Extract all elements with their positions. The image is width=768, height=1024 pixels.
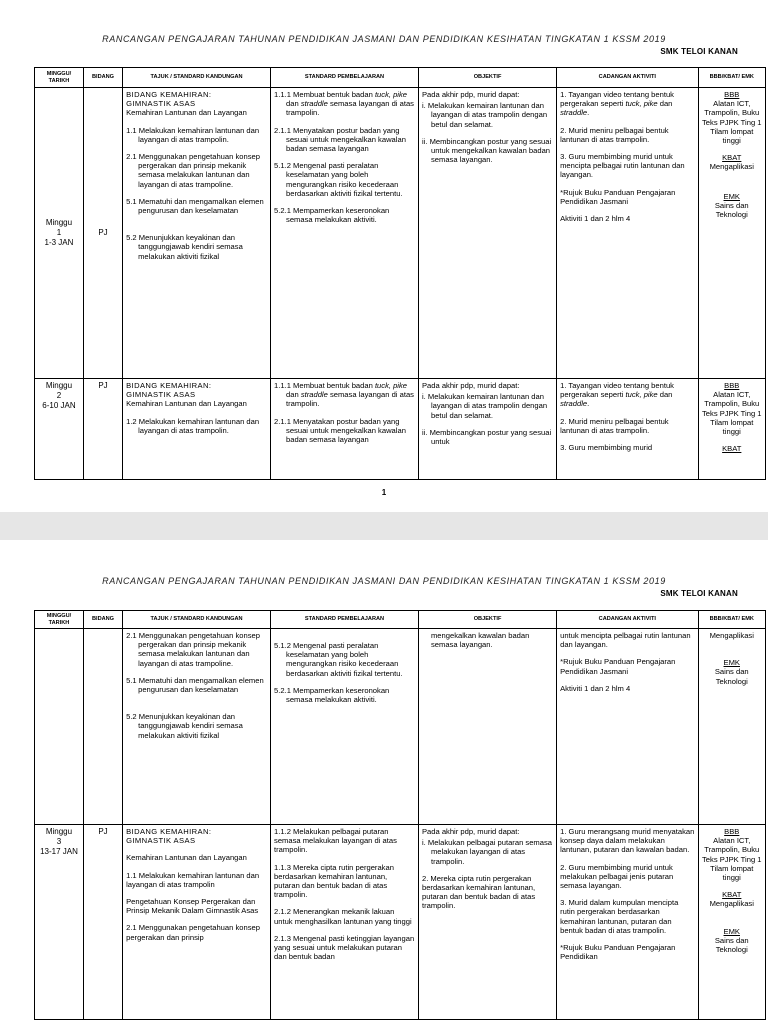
- lesson-plan-table: [34, 610, 766, 1020]
- bbb-heading: BBB: [724, 827, 740, 836]
- standard-pembelajaran: 5.2.1 Mempamerkan keseronokan semasa melakukan aktiviti.: [274, 206, 390, 225]
- page-gap: [0, 512, 768, 540]
- standard-pembelajaran: 5.1.2 Mengenal pasti peralatan keselamatan yang boleh mengurangkan risiko kecederaan berdasarkan aktiviti fizikal tertentu.: [274, 641, 403, 678]
- standard-pembelajaran: 1.1.2 Melakukan pelbagai putaran semasa melakukan layangan di atas trampolin.: [274, 827, 397, 855]
- header-bbb-kbat-emk: BBB/KBAT/ EMK: [698, 68, 765, 88]
- kbat-value: Mengaplikasi: [709, 162, 754, 172]
- table-row: [35, 825, 766, 1020]
- header-standard-pembelajaran: STANDARD PEMBELAJARAN: [271, 611, 419, 629]
- standard-kandungan: 2.1 Menggunakan pengetahuan konsep pergerakan dan prinsip mekanik semasa melakukan lantunan dan layangan di atas trampoline.: [126, 631, 260, 668]
- bbb-cell: [698, 88, 765, 379]
- activity-item: 2. Guru membimbing murid untuk melakukan pelbagai jenis putaran semasa layangan.: [560, 862, 674, 891]
- table-row: [35, 379, 766, 480]
- document-page-2: [0, 540, 768, 1024]
- aktiviti-cell: [557, 379, 698, 480]
- bbb-items: Alatan ICT, Trampolin, Buku Teks PJPK Ting 1 Tilam lompat tinggi: [702, 99, 762, 146]
- kbat-heading: KBAT: [722, 444, 742, 454]
- header-bidang: BIDANG: [83, 611, 122, 629]
- standard-pembelajaran: 2.1.3 Mengenal pasti ketinggian layangan yang sesuai untuk melakukan putaran dan bentuk badan: [274, 933, 415, 962]
- bidang-cell: PJ: [83, 88, 122, 379]
- activity-reference: *Rujuk Buku Panduan Pengajaran Pendidikan Jasmani: [560, 187, 676, 206]
- emk-value: Sains dan Teknologi: [714, 200, 749, 220]
- standard-kandungan: 5.1 Mematuhi dan mengamalkan elemen pengurusan dan keselamatan: [126, 196, 264, 216]
- aktiviti-cell: [557, 629, 698, 825]
- standard-kandungan: 1.1 Melakukan kemahiran lantunan dan layangan di atas trampolin: [126, 870, 260, 889]
- header-tajuk: TAJUK / STANDARD KANDUNGAN: [123, 68, 271, 88]
- activity-item: untuk mencipta pelbagai rutin lantunan dan layangan.: [560, 631, 691, 650]
- week-date: 1-3 JAN: [44, 238, 74, 247]
- bbb-heading: BBB: [724, 381, 740, 390]
- objektif-cell: [418, 825, 556, 1020]
- standard-kandungan: 1.2 Melakukan kemahiran lantunan dan layangan di atas trampolin.: [126, 416, 260, 435]
- header-minggu: MINGGU/ TARIKH: [35, 68, 84, 88]
- emk-value: Sains dan Teknologi: [714, 935, 749, 955]
- emk-heading: EMK: [723, 658, 740, 668]
- activity-item: 3. Guru membimbing murid: [560, 443, 653, 453]
- standard-pembelajaran: 1.1.1 Membuat bentuk badan tuck, pike dan straddle semasa layangan di atas trampolin.: [274, 90, 414, 118]
- bidang-kemahiran-label: BIDANG KEMAHIRAN:: [126, 381, 212, 390]
- standard-pembelajaran: 1.1.3 Mereka cipta rutin pergerakan berdasarkan kemahiran lantunan, putaran dan bentuk badan di atas trampolin.: [274, 862, 394, 900]
- header-cadangan-aktiviti: CADANGAN AKTIVITI: [557, 68, 698, 88]
- kbat-heading: KBAT: [722, 890, 742, 900]
- table-header-row: [35, 68, 766, 88]
- subtopic-label: Kemahiran Lantunan dan Layangan: [126, 108, 247, 118]
- week-date: 13-17 JAN: [40, 847, 78, 856]
- standard-pembelajaran-cell: [271, 379, 419, 480]
- header-objektif: OBJEKTIF: [418, 68, 556, 88]
- bidang-cell: PJ: [83, 379, 122, 480]
- topic-label: GIMNASTIK ASAS: [126, 836, 196, 846]
- bbb-cell: [698, 825, 765, 1020]
- emk-value: Sains dan Teknologi: [714, 667, 749, 686]
- standard-pembelajaran: 5.2.1 Mempamerkan keseronokan semasa melakukan aktiviti.: [274, 685, 390, 705]
- bidang-cell: PJ: [83, 825, 122, 1020]
- header-objektif: OBJEKTIF: [418, 611, 556, 629]
- bidang-kemahiran-label: BIDANG KEMAHIRAN:: [126, 827, 212, 836]
- tajuk-cell: [123, 825, 271, 1020]
- standard-pembelajaran: 2.1.1 Menyatakan postur badan yang sesuai untuk mengekalkan kawalan badan semasa layangan: [274, 416, 406, 445]
- activity-reference: *Rujuk Buku Panduan Pengajaran Pendidikan Jasmani: [560, 657, 676, 676]
- activity-item: 1. Tayangan video tentang bentuk pergerakan seperti tuck, pike dan straddle.: [560, 90, 674, 118]
- aktiviti-cell: [557, 88, 698, 379]
- kbat-value: Mengaplikasi: [709, 631, 754, 640]
- tajuk-cell: [123, 629, 271, 825]
- objective-item: i. Melakukan kemairan lantunan dan layangan di atas trampolin dengan betul dan selamat.: [421, 392, 548, 420]
- standard-pembelajaran-cell: [271, 88, 419, 379]
- bbb-cell: [698, 629, 765, 825]
- emk-heading: EMK: [723, 191, 740, 201]
- standard-pembelajaran: 1.1.1 Membuat bentuk badan tuck, pike dan straddle semasa layangan di atas trampolin.: [274, 381, 414, 409]
- bidang-cell: [83, 629, 122, 825]
- topic-label: GIMNASTIK ASAS: [126, 99, 196, 109]
- standard-kandungan: 2.1 Menggunakan pengetahuan konsep pergerakan dan prinsip mekanik semasa melakukan lantunan dan layangan di atas trampoline.: [126, 152, 260, 189]
- table-row: [35, 629, 766, 825]
- page-number: 1: [381, 488, 387, 497]
- week-label: Minggu: [45, 381, 73, 390]
- week-number: 2: [56, 391, 62, 400]
- objective-item: ii. Membincangkan postur yang sesuai untuk: [421, 427, 552, 447]
- activity-item: 2. Murid meniru pelbagai bentuk lantunan di atas trampolin.: [560, 125, 669, 144]
- standard-pembelajaran: 5.1.2 Mengenal pasti peralatan keselamatan yang boleh mengurangkan risiko kecederaan berdasarkan aktiviti fizikal tertentu.: [274, 161, 403, 198]
- activity-reference: Aktiviti 1 dan 2 hlm 4: [560, 683, 631, 693]
- header-standard-pembelajaran: STANDARD PEMBELAJARAN: [271, 68, 419, 88]
- tajuk-cell: [123, 379, 271, 480]
- objective-intro: Pada akhir pdp, murid dapat:: [421, 90, 520, 99]
- objective-intro: Pada akhir pdp, murid dapat:: [421, 381, 520, 390]
- week-number: 1: [56, 228, 62, 237]
- lesson-plan-table: [34, 67, 766, 480]
- standard-kandungan: 5.2 Menunjukkan keyakinan dan tanggungjawab kendiri semasa melakukan aktiviti fizikal: [126, 233, 243, 261]
- week-label: Minggu: [45, 218, 73, 227]
- objektif-cell: [418, 88, 556, 379]
- objektif-cell: [418, 379, 556, 480]
- school-name: SMK TELOI KANAN: [660, 589, 738, 598]
- standard-pembelajaran: 2.1.2 Menerangkan mekanik lakuan untuk menghasilkan lantunan yang tinggi: [274, 907, 412, 926]
- bidang-kemahiran-label: BIDANG KEMAHIRAN:: [126, 90, 212, 99]
- activity-reference: *Rujuk Buku Panduan Pengajaran Pendidikan: [560, 943, 676, 962]
- subtopic-label: Kemahiran Lantunan dan Layangan: [126, 399, 247, 409]
- bbb-items: Alatan ICT, Trampolin, Buku Teks PJPK Ting 1 Tilam lompat tinggi: [702, 390, 762, 437]
- header-tajuk: TAJUK / STANDARD KANDUNGAN: [123, 611, 271, 629]
- aktiviti-cell: [557, 825, 698, 1020]
- table-header-row: [35, 611, 766, 629]
- week-cell: [35, 629, 84, 825]
- standard-pembelajaran-cell: [271, 825, 419, 1020]
- standard-kandungan: 5.2 Menunjukkan keyakinan dan tanggungjawab kendiri semasa melakukan aktiviti fizikal: [126, 712, 243, 740]
- week-cell: [35, 825, 84, 1020]
- bbb-heading: BBB: [724, 90, 740, 99]
- week-cell: [35, 379, 84, 480]
- activity-item: 1. Tayangan video tentang bentuk pergerakan seperti tuck, pike dan straddle.: [560, 381, 674, 409]
- activity-reference: Aktiviti 1 dan 2 hlm 4: [560, 214, 631, 224]
- concept-heading: Pengetahuan Konsep Pergerakan dan Prinsip Mekanik Dalam Gimnastik Asas: [126, 897, 259, 916]
- objective-item: i. Melakukan kemairan lantunan dan layangan di atas trampolin dengan betul dan selamat.: [421, 101, 548, 129]
- emk-heading: EMK: [723, 926, 740, 936]
- standard-kandungan: 2.1 Menggunakan pengetahuan konsep pergerakan dan prinsip: [126, 923, 260, 942]
- activity-item: 2. Murid meniru pelbagai bentuk lantunan di atas trampolin.: [560, 416, 669, 435]
- objective-item: i. Melakukan pelbagai putaran semasa melakukan layangan di atas trampolin.: [421, 838, 552, 866]
- bbb-items: Alatan ICT, Trampolin, Buku Teks PJPK Ting 1 Tilam lompat tinggi: [702, 836, 762, 883]
- document-title: RANCANGAN PENGAJARAN TAHUNAN PENDIDIKAN JASMANI DAN PENDIDIKAN KESIHATAN TINGKATAN 1 KSSM 2019: [102, 576, 666, 586]
- standard-pembelajaran: 2.1.1 Menyatakan postur badan yang sesuai untuk mengekalkan kawalan badan semasa layangan: [274, 125, 406, 154]
- kbat-value: Mengaplikasi: [709, 899, 754, 909]
- objective-item: ii. Membincangkan postur yang sesuai untuk mengekalkan kawalan badan semasa layangan.: [421, 136, 552, 165]
- standard-kandungan: 1.1 Melakukan kemahiran lantunan dan layangan di atas trampolin.: [126, 125, 260, 144]
- objective-item: mengekalkan kawalan badan semasa layangan.: [430, 631, 530, 650]
- week-date: 6-10 JAN: [42, 401, 76, 410]
- header-minggu: MINGGU/ TARIKH: [35, 611, 84, 629]
- week-label: Minggu: [45, 827, 73, 836]
- kbat-heading: KBAT: [722, 153, 742, 163]
- activity-item: 3. Guru membimbing murid untuk mencipta pelbagai rutin lantunan dan layangan.: [560, 152, 685, 180]
- bbb-cell: [698, 379, 765, 480]
- table-row: [35, 88, 766, 379]
- header-bidang: BIDANG: [83, 68, 122, 88]
- objektif-cell: [418, 629, 556, 825]
- header-bbb-kbat-emk: BBB/KBAT/ EMK: [698, 611, 765, 629]
- subtopic-label: Kemahiran Lantunan dan Layangan: [126, 853, 247, 863]
- topic-label: GIMNASTIK ASAS: [126, 390, 196, 400]
- standard-kandungan: 5.1 Mematuhi dan mengamalkan elemen pengurusan dan keselamatan: [126, 675, 264, 695]
- objective-intro: Pada akhir pdp, murid dapat:: [421, 827, 520, 836]
- tajuk-cell: [123, 88, 271, 379]
- objective-item: 2. Mereka cipta rutin pergerakan berdasarkan kemahiran lantunan, putaran dan bentuk badan di atas trampolin.: [421, 873, 536, 911]
- document-title: RANCANGAN PENGAJARAN TAHUNAN PENDIDIKAN JASMANI DAN PENDIDIKAN KESIHATAN TINGKATAN 1 KSSM 2019: [102, 34, 666, 44]
- activity-item: 1. Guru merangsang murid menyatakan konsep daya dalam melakukan lantunan, putaran dan kawalan badan.: [560, 827, 695, 855]
- activity-item: 3. Murid dalam kumpulan mencipta rutin pergerakan berdasarkan kemahiran lantunan, putaran dan bentuk badan di atas trampolin.: [560, 898, 679, 935]
- standard-pembelajaran-cell: [271, 629, 419, 825]
- school-name: SMK TELOI KANAN: [660, 47, 738, 56]
- week-number: 3: [56, 837, 62, 846]
- week-cell: [35, 88, 84, 379]
- header-cadangan-aktiviti: CADANGAN AKTIVITI: [557, 611, 698, 629]
